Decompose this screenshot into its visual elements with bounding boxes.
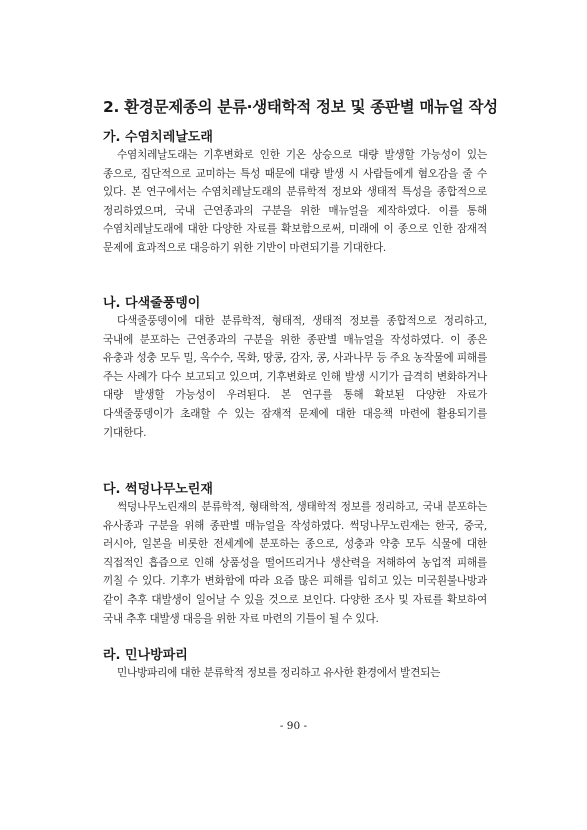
section-body-da: 썩덩나무노린재의 분류학적, 형태학적, 생태학적 정보를 정리하고, 국내 분포하는 유사종과 구분을 위해 종판별 매뉴얼을 작성하였다. 썩덩나무노린재는 한국, 중국, 러시아, 일본을 비롯한 전세계에 분포하는 종으로, 성충과 약충 모두 식물에 대한 직접적인 흡즙으로 인해 상품성을 떨어뜨리거나 생산력을 저해하여 농업적 피해를 끼칠 수 있다. 기후가 변화함에 따라 요즘 많은 피해를 입히고 있는 미국흰불나방과 같이 추후 대발생이 일어날 수 있을 것으로 보인다. 다양한 조사 및 자료를 확보하여 국내 추후 대발생 대응을 위한 자료 마련의 기틀이 될 수 있다. (103, 501, 487, 625)
section-heading-na: 나. 다색줄풍뎅이 (103, 296, 201, 311)
section-heading-ra: 라. 민나방파리 (103, 648, 188, 663)
section-heading-da: 다. 썩덩나무노린재 (103, 482, 213, 497)
section-body-ra: 민나방파리에 대한 분류학적 정보를 정리하고 유사한 환경에서 발견되는 (117, 667, 441, 679)
page-number: - 90 - (279, 720, 308, 732)
section-body-na: 다색줄풍뎅이에 대한 분류학적, 형태적, 생태적 정보를 종합적으로 정리하고, 국내에 분포하는 근연종과의 구분을 위한 종판별 매뉴얼을 작성하였다. 이 종은 유충과 성충 모두 밀, 옥수수, 목화, 땅콩, 감자, 콩, 사과나무 등 주요 농작물에 피해를 주는 사례가 다수 보고되고 있으며, 기후변화로 인해 발생 시기가 급격히 변화하거나 대량 발생할 가능성이 우려된다. 본 연구를 통해 확보된 다양한 자료가 다색줄풍뎅이가 초래할 수 있는 잠재적 문제에 대한 대응책 마련에 활용되기를 기대한다. (103, 315, 487, 439)
chapter-title: 2. 환경문제종의 분류·생태학적 정보 및 종판별 매뉴얼 작성 (103, 98, 498, 116)
section-body-ga: 수염치레날도래는 기후변화로 인한 기온 상승으로 대량 발생할 가능성이 있는 종으로, 집단적으로 교미하는 특성 때문에 대량 발생 시 사람들에게 혐오감을 줄 수 있다. 본 연구에서는 수염치레날도래의 분류학적 정보와 생태적 특성을 종합적으로 정리하였으며, 국내 근연종과의 구분을 위한 매뉴얼을 제작하였다. 이를 통해 수염치레날도래에 대한 다양한 자료를 확보함으로써, 미래에 이 종으로 인한 잠재적 문제에 효과적으로 대응하기 위한 기반이 마련되기를 기대한다. (103, 149, 487, 254)
section-heading-ga: 가. 수염치레날도래 (103, 130, 213, 145)
